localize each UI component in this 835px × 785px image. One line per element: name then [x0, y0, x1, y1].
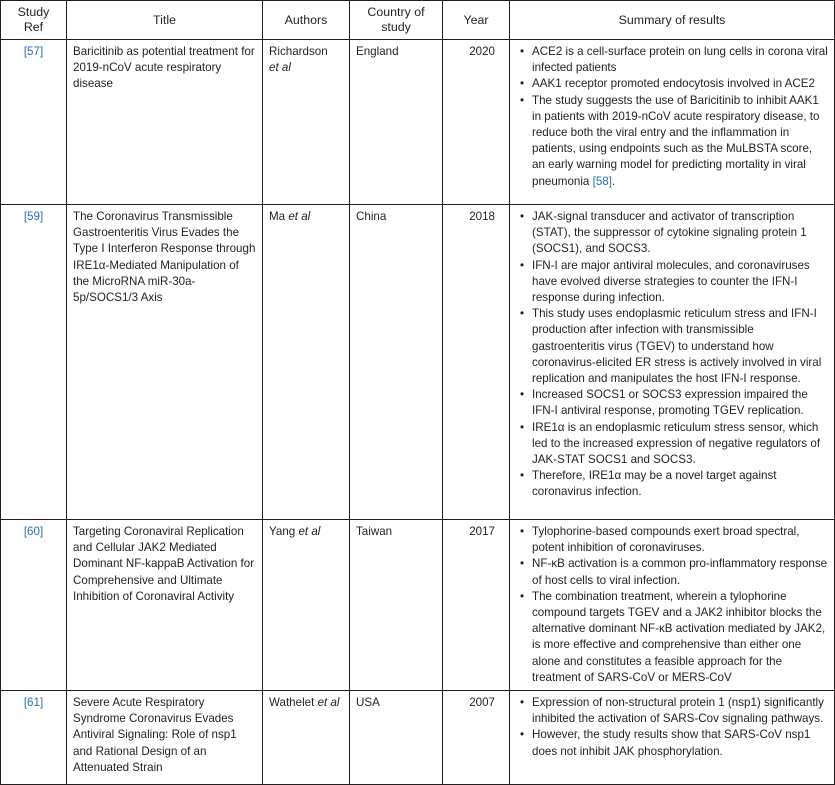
author-name: Yang: [269, 525, 296, 538]
summary-item: • AAK1 receptor promoted endocytosis involved in ACE2: [532, 76, 828, 92]
study-summary: [510, 40, 835, 205]
summary-item: • Increased SOCS1 or SOCS3 expression impaired the IFN-I antiviral response, promoting TGEV replication.: [532, 387, 828, 419]
header-year: Year: [443, 1, 510, 40]
study-country: England: [350, 40, 443, 205]
study-country: Taiwan: [350, 520, 443, 691]
study-ref-link[interactable]: [61]: [1, 691, 67, 785]
summary-item: • The combination treatment, wherein a tylophorine compound targets TGEV and a JAK2 inhibitor blocks the alternative dominant NF-κB activation mediated by JAK2, is more effective and comprehensive than either one alone and constitutes a feasible approach for the treatment of SARS-CoV or MERS-CoV: [532, 589, 828, 686]
study-authors: [263, 520, 350, 691]
author-name: Richardson: [269, 45, 328, 58]
study-summary: [510, 205, 835, 520]
header-authors: Authors: [263, 1, 350, 40]
study-summary: [510, 691, 835, 785]
table-row: [1, 520, 835, 691]
summary-end: .: [611, 174, 616, 188]
study-title: Severe Acute Respiratory Syndrome Coronavirus Evades Antiviral Signaling: Role of nsp1 and Rational Design of an Attenuated Strain: [67, 691, 263, 785]
study-ref-link[interactable]: [57]: [1, 40, 67, 205]
study-title: Targeting Coronaviral Replication and Cellular JAK2 Mediated Dominant NF-kappaB Activation for Comprehensive and Ultimate Inhibition of Coronaviral Activity: [67, 520, 263, 691]
summary-item: • IFN-I are major antiviral molecules, and coronaviruses have evolved diverse strategies to counter the IFN-I response during infection.: [532, 258, 828, 307]
summary-item: [532, 93, 828, 190]
summary-item: • ACE2 is a cell-surface protein on lung cells in corona viral infected patients: [532, 44, 828, 76]
table-row: [1, 40, 835, 205]
summary-item: • JAK-signal transducer and activator of transcription (STAT), the suppressor of cytokine signaling protein 1 (SOCS1), and SOCS3.: [532, 209, 828, 258]
study-year: 2017: [443, 520, 510, 691]
summary-item: • Therefore, IRE1α may be a novel target against coronavirus infection.: [532, 468, 828, 500]
table-row: [1, 691, 835, 785]
study-year: 2018: [443, 205, 510, 520]
author-suffix: et al: [288, 210, 311, 223]
summary-item: • This study uses endoplasmic reticulum stress and IFN-I production after infection with transmissible gastroenteritis virus (TGEV) to understand how coronavirus-elicited ER stress is actively involved in viral replication and manipulates the host IFN-I response.: [532, 306, 828, 387]
header-study-ref: Study Ref: [1, 1, 67, 40]
study-country: USA: [350, 691, 443, 785]
summary-item: • However, the study results show that SARS-CoV nsp1 does not inhibit JAK phosphorylation.: [532, 727, 828, 759]
study-authors: [263, 40, 350, 205]
study-title: Baricitinib as potential treatment for 2019-nCoV acute respiratory disease: [67, 40, 263, 205]
study-ref-link[interactable]: [59]: [1, 205, 67, 520]
study-country: China: [350, 205, 443, 520]
table-row: [1, 205, 835, 520]
author-suffix: et al: [317, 696, 340, 710]
author-name: Ma: [269, 210, 286, 223]
study-authors: [263, 205, 350, 520]
summary-item: • Tylophorine-based compounds exert broad spectral, potent inhibition of coronaviruses.: [532, 524, 828, 556]
author-suffix: et al: [269, 61, 291, 75]
summary-item: • IRE1α is an endoplasmic reticulum stress sensor, which led to the increased expression of negative regulators of JAK-STAT SOCS1 and SOCS3.: [532, 420, 828, 469]
summary-item: • Expression of non-structural protein 1 (nsp1) significantly inhibited the activation of SARS-Cov signaling pathways.: [532, 695, 828, 727]
study-year: 2020: [443, 40, 510, 205]
author-suffix: et al: [298, 525, 321, 538]
header-title: Title: [67, 1, 263, 40]
study-year: 2007: [443, 691, 510, 785]
citation-link[interactable]: [58]: [592, 174, 612, 188]
study-ref-link[interactable]: [60]: [1, 520, 67, 691]
header-row: [1, 1, 835, 40]
study-title: The Coronavirus Transmissible Gastroenteritis Virus Evades the Type I Interferon Response through IRE1α-Mediated Manipulation of the MicroRNA miR-30a-5p/SOCS1/3 Axis: [67, 205, 263, 520]
header-summary: Summary of results: [510, 1, 835, 40]
header-country: Country of study: [350, 1, 443, 40]
study-authors: [263, 691, 350, 785]
summary-item: • NF-κB activation is a common pro-inflammatory response of host cells to viral infection.: [532, 556, 828, 588]
author-name: Wathelet: [269, 696, 315, 710]
study-summary: [510, 520, 835, 691]
summary-text: The study suggests the use of Baricitinib to inhibit AAK1 in patients with 2019-nCoV acute respiratory disease, to reduce both the viral entry and the inflammation in patients, using endpoints such as the MuLBSTA score, an early warning model for predicting mortality in viral pneumonia: [532, 93, 820, 188]
